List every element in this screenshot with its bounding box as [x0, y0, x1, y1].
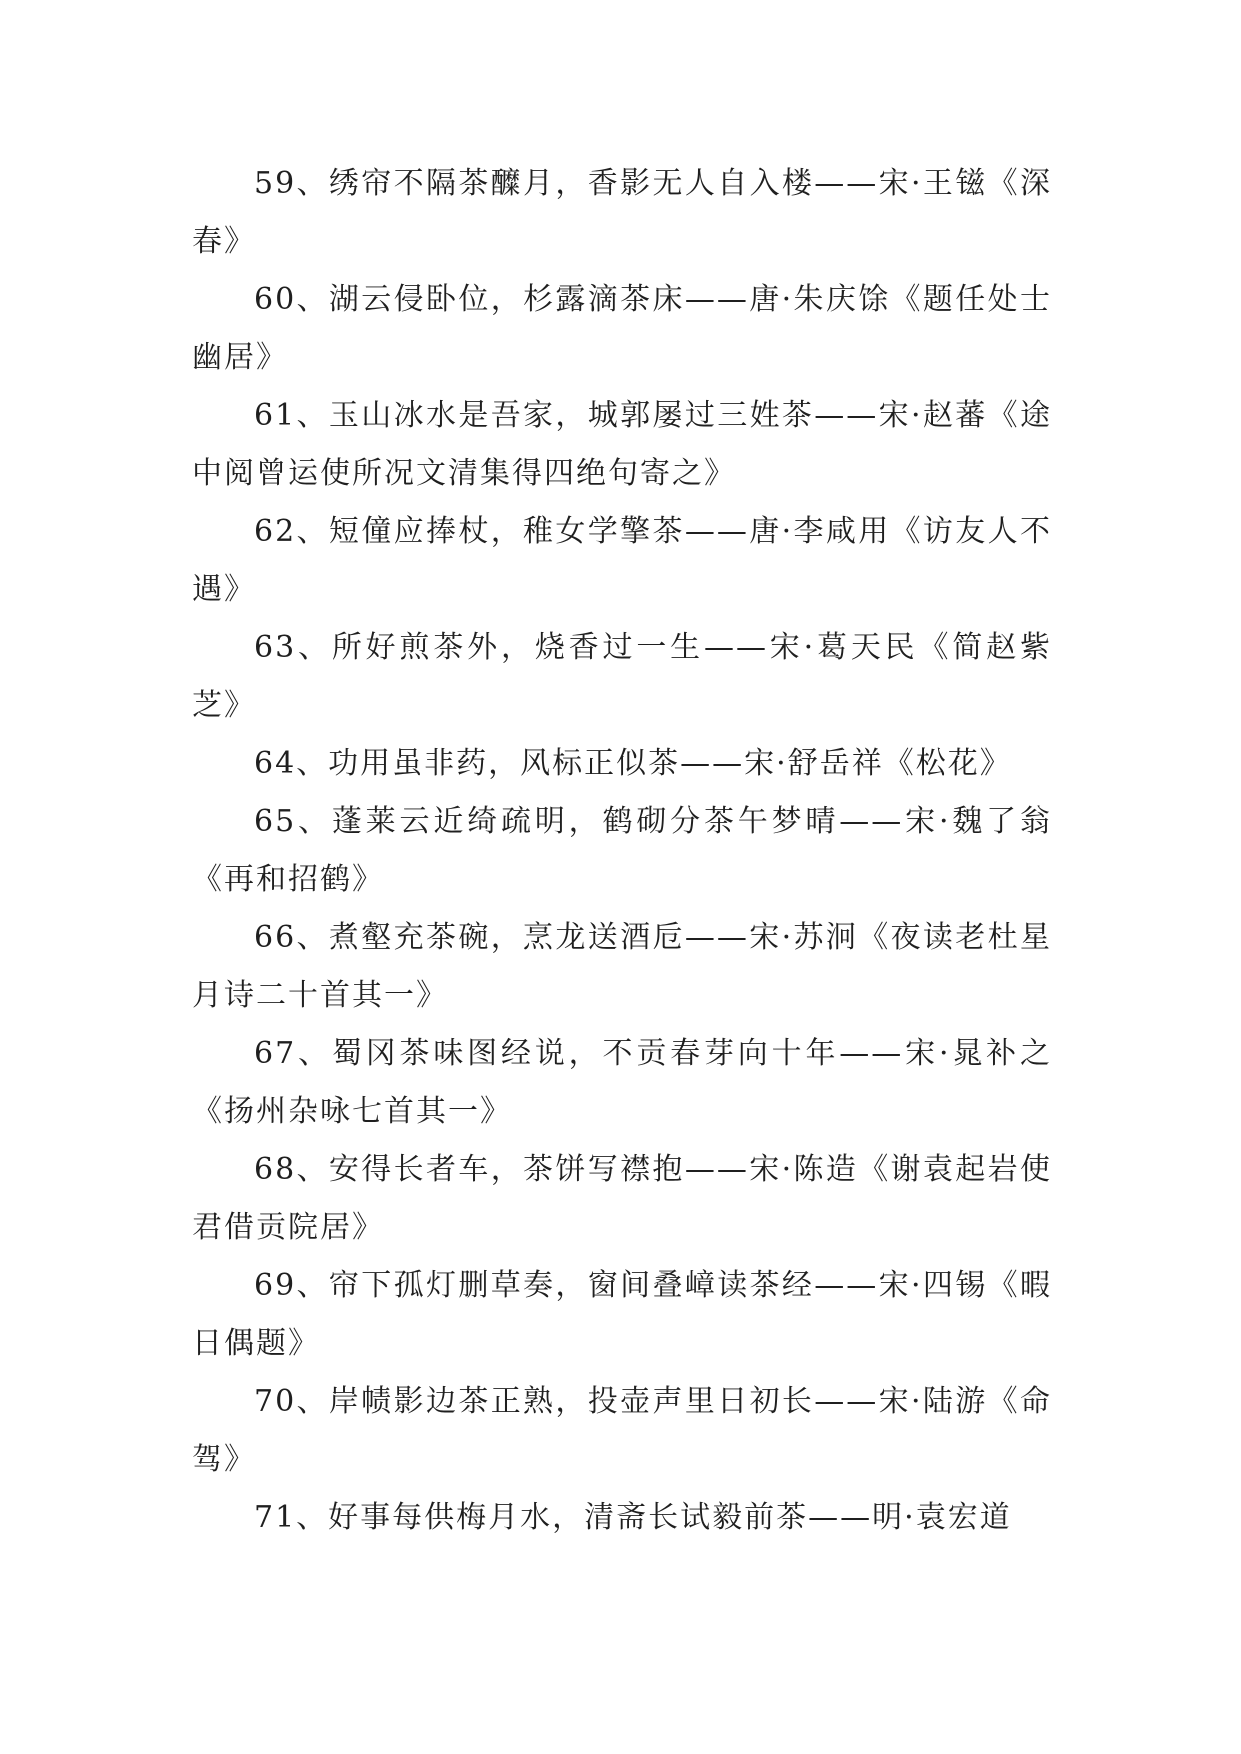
poem-entry-61: 61、玉山冰水是吾家，城郭屡过三姓茶——宋·赵蕃《途中阅曾运使所况文清集得四绝句寄之》	[192, 398, 1052, 491]
poem-entry-68: 68、安得长者车，茶饼写襟抱——宋·陈造《谢袁起岩使君借贡院居》	[192, 1152, 1052, 1245]
poem-entry-70: 70、岸帻影边茶正熟，投壶声里日初长——宋·陆游《命驾》	[192, 1384, 1052, 1477]
poem-entry-63: 63、所好煎茶外，烧香过一生——宋·葛天民《简赵紫芝》	[192, 630, 1052, 723]
poem-entry-59: 59、绣帘不隔茶醾月，香影无人自入楼——宋·王镃《深春》	[192, 166, 1052, 259]
poem-entry-60: 60、湖云侵卧位，杉露滴茶床——唐·朱庆馀《题任处士幽居》	[192, 282, 1052, 375]
poem-entry-65: 65、蓬莱云近绮疏明，鹤砌分茶午梦晴——宋·魏了翁《再和招鹤》	[192, 804, 1052, 897]
poem-entry-64: 64、功用虽非药，风标正似茶——宋·舒岳祥《松花》	[254, 746, 1012, 781]
poem-entry-62: 62、短僮应捧杖，稚女学擎茶——唐·李咸用《访友人不遇》	[192, 514, 1052, 607]
poem-entry-69: 69、帘下孤灯删草奏，窗间叠嶂读茶经——宋·四锡《暇日偶题》	[192, 1268, 1052, 1361]
poem-list	[192, 155, 1052, 1547]
poem-entry-66: 66、煮壑充茶碗，烹龙送酒卮——宋·苏泂《夜读老杜星月诗二十首其一》	[192, 920, 1052, 1013]
poem-entry-71: 71、好事每供梅月水，清斋长试毅前茶——明·袁宏道	[254, 1500, 1012, 1535]
poem-entry-67: 67、蜀冈茶味图经说，不贡春芽向十年——宋·晁补之《扬州杂咏七首其一》	[192, 1036, 1052, 1129]
